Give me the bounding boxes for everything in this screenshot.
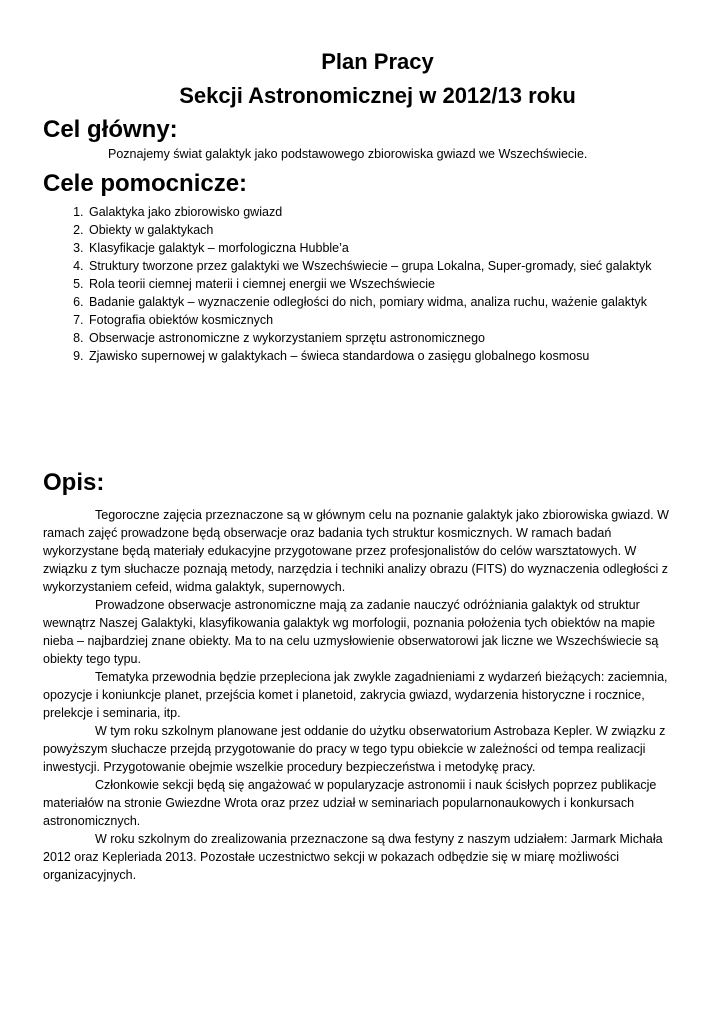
- list-item: 8. Obserwacje astronomiczne z wykorzystaniem sprzętu astronomicznego: [87, 329, 687, 347]
- list-item: 4. Struktury tworzone przez galaktyki we Wszechświecie – grupa Lokalna, Super-gromady, sieć galaktyk: [87, 257, 687, 275]
- list-item: 1. Galaktyka jako zbiorowisko gwiazd: [87, 203, 687, 221]
- description-paragraph: Prowadzone obserwacje astronomiczne mają za zadanie nauczyć odróżniania galaktyk od struktur wewnątrz Naszej Galaktyki, klasyfikowania galaktyk wg morfologii, poznania położenia tych obiektów na mapie nieba – najbardziej znane obiekty. Ma to na celu uzmysłowienie obserwatorowi jak liczne we Wszechświecie są obiekty tego typu.: [43, 598, 659, 666]
- list-item: 2. Obiekty w galaktykach: [87, 221, 687, 239]
- sub-goals-list: [0, 203, 687, 365]
- sub-goals-heading: Cele pomocnicze:: [43, 170, 248, 197]
- main-goal-text: Poznajemy świat galaktyk jako podstawowego zbiorowiska gwiazd we Wszechświecie.: [108, 147, 588, 161]
- description-paragraph: Członkowie sekcji będą się angażować w popularyzacje astronomii i nauk ścisłych poprzez publikacje materiałów na stronie Gwiezdne Wrota oraz przez udział w seminariach popularnonaukowych i konkursach astronomicznych.: [43, 778, 657, 828]
- description-body: [0, 506, 675, 884]
- description-paragraph: W tym roku szkolnym planowane jest oddanie do użytku obserwatorium Astrobaza Kepler. W związku z powyższym słuchacze przejdą przygotowanie do pracy w tego typu obiekcie w zależności od tempa realizacji inwestycji. Przygotowanie obejmie wszelkie procedury bezpieczeństwa i metodykę pracy.: [43, 724, 666, 774]
- description-paragraph: Tegoroczne zajęcia przeznaczone są w głównym celu na poznanie galaktyk jako zbiorowiska gwiazd. W ramach zajęć prowadzone będą obserwacje oraz badania tych struktur kosmicznych. W ramach badań wykorzystane będą materiały edukacyjne przygotowane przez profesjonalistów do celów warsztatowych. W związku z tym słuchacze poznają metody, narzędzia i techniki analizy obrazu (FITS) do wyznaczenia odległości z wykorzystaniem cefeid, widma galaktyk, supernowych.: [43, 508, 669, 594]
- list-item: 7. Fotografia obiektów kosmicznych: [87, 311, 687, 329]
- list-item: 3. Klasyfikacje galaktyk – morfologiczna Hubble’a: [87, 239, 687, 257]
- description-paragraph: W roku szkolnym do zrealizowania przeznaczone są dwa festyny z naszym udziałem: Jarmark Michała 2012 oraz Kepleriada 2013. Pozostałe uczestnictwo sekcji w pokazach odbędzie się w miarę możliwości organizacyjnych.: [43, 832, 663, 882]
- title-line-2: Sekcji Astronomicznej w 2012/13 roku: [179, 83, 576, 108]
- title-line-1: Plan Pracy: [321, 49, 434, 74]
- description-paragraph: Tematyka przewodnia będzie przepleciona jak zwykle zagadnieniami z wydarzeń bieżących: zaciemnia, opozycje i koniunkcje planet, przejścia komet i planetoid, zakrycia gwiazd, wydarzenia historyczne i rocznice, prelekcje i seminaria, itp.: [43, 670, 668, 720]
- list-item: 5. Rola teorii ciemnej materii i ciemnej energii we Wszechświecie: [87, 275, 687, 293]
- list-item: 6. Badanie galaktyk – wyznaczenie odległości do nich, pomiary widma, analiza ruchu, ważenie galaktyk: [87, 293, 687, 311]
- list-item: 9. Zjawisko supernowej w galaktykach – świeca standardowa o zasięgu globalnego kosmosu: [87, 347, 687, 365]
- main-goal-heading: Cel główny:: [43, 116, 178, 143]
- description-heading: Opis:: [43, 469, 105, 496]
